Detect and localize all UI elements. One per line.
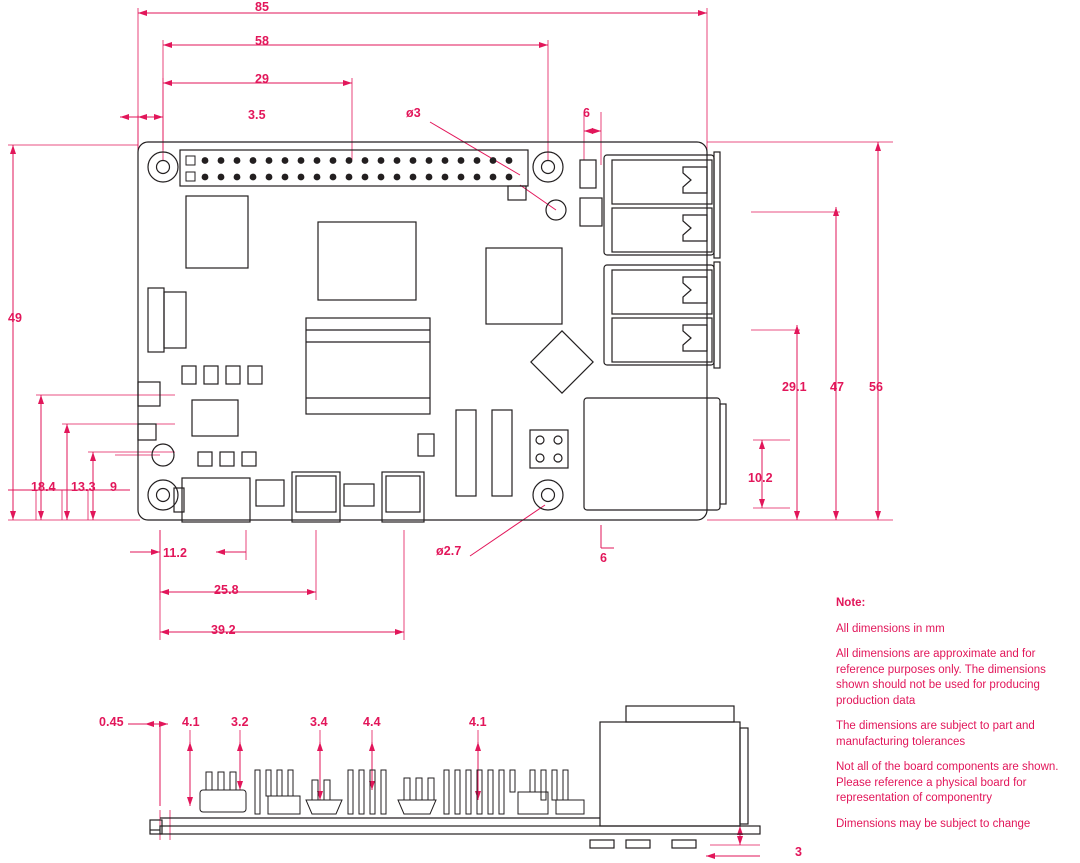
dim-0p45: 0.45 [99,715,124,729]
notes-block [836,596,1068,842]
dim-3: 3 [795,845,803,859]
dim-58: 58 [255,34,270,48]
dim-overall-length: 85 [255,0,270,14]
note-item-3: The dimensions are subject to part and manufacturing tolerances [836,720,1035,748]
note-item-1: All dimensions in mm [836,622,945,635]
dim-hole-diameter-3: ø3 [406,106,421,120]
dim-9: 9 [110,480,118,494]
dim-4p1-right: 4.1 [469,715,487,729]
dim-29p1: 29.1 [782,380,807,394]
note-item-2: All dimensions are approximate and for reference purposes only. The dimensions shown should not be used for producing production data [836,648,1046,707]
dim-3p4: 3.4 [310,715,328,729]
dim-13p3: 13.3 [71,480,96,494]
dim-6-bottom: 6 [600,551,608,565]
notes-title: Note: [836,597,866,609]
dim-10p2: 10.2 [748,471,773,485]
dim-49: 49 [8,311,23,325]
dim-3p5: 3.5 [248,108,266,122]
dim-47: 47 [830,380,845,394]
board-top-view [138,142,726,522]
dim-3p2: 3.2 [231,715,249,729]
note-item-4: Not all of the board components are shown. Please reference a physical board for representation of componentry [836,761,1059,805]
dim-39p2: 39.2 [211,623,236,637]
dim-6-top: 6 [583,106,591,120]
dim-25p8: 25.8 [214,583,239,597]
dim-4p1-left: 4.1 [182,715,200,729]
dim-4p4: 4.4 [363,715,381,729]
dim-hole-diameter-2p7: ø2.7 [436,544,462,558]
dim-11p2: 11.2 [163,546,188,560]
dim-18p4: 18.4 [31,480,56,494]
dim-29: 29 [255,72,270,86]
note-item-5: Dimensions may be subject to change [836,817,1031,830]
dim-56: 56 [869,380,884,394]
